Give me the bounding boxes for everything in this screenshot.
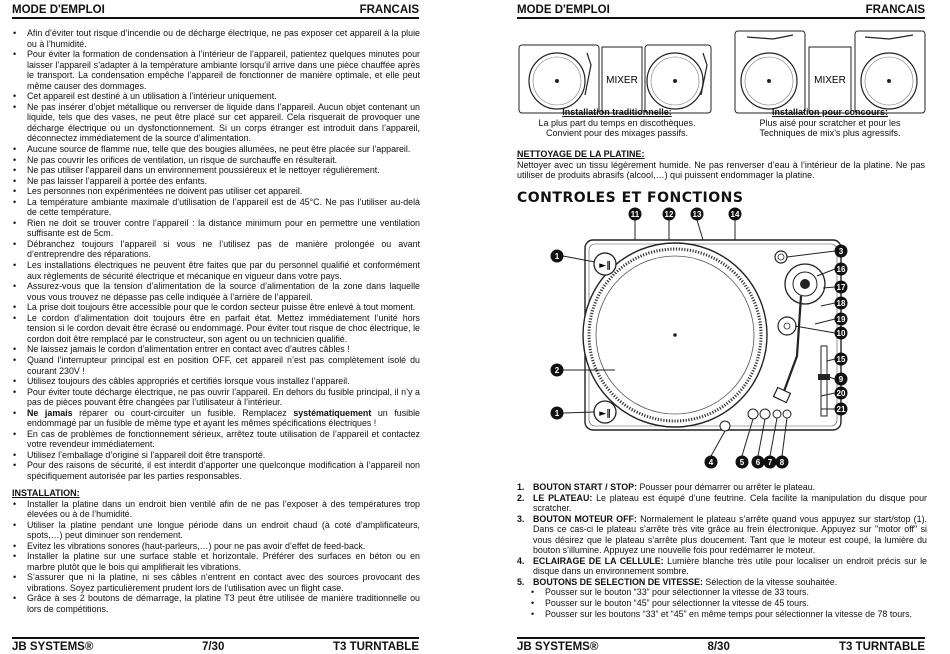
footer-page-number: 7/30 [201,641,225,653]
installation-item: • Utiliser la platine pendant une longue période dans un endroit chaud (à coté d’amplificateurs, spots,…) peut diminuer son rendement. [12,520,420,541]
speed-item: • Pousser sur le bouton “33” pour sélectionner la vitesse de 33 tours. [517,587,927,598]
safety-item: • Ne pas couvrir les orifices de ventilation, un risque de surchauffe en résulterait. [12,155,420,166]
footer-brand: JB SYSTEMS® [517,641,599,653]
mixer-label: MIXER [814,75,846,86]
callout-bottom-6 [752,456,765,469]
safety-item: • Les personnes non expérimentées ne doivent pas utiliser cet appareil. [12,186,420,197]
contest-setup-line1: Plus aisé pour scratcher et pour les [759,117,901,128]
safety-item: • Utilisez toujours des câbles appropriés et certifiés lorsque vous installez l’appareil. [12,376,420,387]
svg-text:►‖: ►‖ [599,409,611,419]
safety-item: • Quand l’interrupteur principal est en position OFF, cet appareil n’est pas complètement isolé du courant 230V ! [12,355,420,376]
safety-list [12,28,420,482]
start-stop-button-top [594,253,616,275]
svg-text:15: 15 [836,355,846,364]
installation-item: • Evitez les vibrations sonores (haut-parleurs,…) pour ne pas avoir d’effet de feed-back. [12,541,420,552]
fuse-bold-2: systématiquement [293,407,372,418]
contest-mixer [809,47,851,113]
mixer-label: MIXER [606,75,638,86]
callout-right-3 [835,245,848,258]
speed-item: • Pousser sur le bouton “45” pour sélectionner la vitesse de 45 tours. [517,598,927,609]
safety-item: • Ne laissez jamais le cordon d’alimentation entrer en contact avec d’autres câbles ! [12,344,420,355]
safety-item: • Assurez-vous que la tension d’alimentation de la source d’alimentation de la zone dans laquelle vous vous trouvez ne dépasse pas celle indiquée à l’arrière de l’appareil. [12,281,420,302]
footer-model: T3 TURNTABLE [838,641,925,653]
safety-item: • Ne pas laisser l’appareil à portée des enfants. [12,176,420,187]
callout-bottom-4 [705,456,718,469]
installation-title: INSTALLATION: [12,488,80,498]
traditional-setup-line1: La plus part du temps en discothèques. [538,117,696,128]
header-title: MODE D'EMPLOI [517,4,610,16]
right-footer [517,637,925,653]
svg-text:3: 3 [838,247,844,256]
start-stop-button-bottom [594,401,616,423]
safety-item: • En cas de problèmes de fonctionnement sérieux, arrêtez toute utilisation de l’appareil et contactez votre revendeur immédiatement. [12,429,420,450]
control-title: ECLAIRAGE DE LA CELLULE: [533,555,664,566]
contest-setup-caption [730,107,930,139]
callout-right-9 [835,373,848,386]
speed-item: • Pousser sur les boutons “33” et “45” en même temps pour sélectionner la vitesse de 78 tours. [517,609,927,620]
callout-bottom-5 [736,456,749,469]
controls-title: CONTROLES ET FONCTIONS [517,190,744,206]
svg-text:18: 18 [836,299,846,308]
installation-list [12,499,420,615]
fuse-text-1: réparer ou court-circuiter un fusible. Remplacez [72,407,294,418]
traditional-setup-line2: Convient pour des mixages passifs. [545,128,689,138]
cleaning-section [517,149,925,181]
setup-turntable-left [519,45,599,113]
safety-item: • Le cordon d’alimentation doit toujours être en parfait état. Mettez immédiatement l’unité hors tension si le cordon devait être écrasé ou endommagé. Pour éviter tout risque de choc électrique, le cordon doit être remplacé par le constructeur, son agent ou un technicien qualifié. [12,313,420,345]
control-item-1 [517,482,927,493]
callout-right-16 [835,263,848,276]
header-language: FRANCAIS [359,4,419,16]
callout-right-10 [835,327,848,340]
setup-turntable-right [645,45,711,113]
contest-setup-illustration [733,20,928,120]
installation-item: • S’assurer que ni la platine, ni ses câbles n’entrent en contact avec des sources provocant des vibrations. Soyez particulièrement prudent lors de l’utilisation avec un flight case. [12,572,420,593]
traditional-setup-illustration [517,20,712,120]
motor-off-button [775,251,787,263]
left-header [12,1,419,19]
header-language: FRANCAIS [865,4,925,16]
svg-text:1: 1 [554,252,560,261]
contest-setup-line2: Techniques de mix’s plus agressifs. [759,128,901,138]
turntable-diagram [525,206,875,471]
control-text: Le plateau est équipé d’une feutrine. Cela facilite la manipulation du disque pour scratcher. [533,492,928,514]
callout-right-20 [835,387,848,400]
callout-bottom-8 [776,456,789,469]
callout-bottom-7 [764,456,777,469]
installation-section [12,488,420,615]
cleaning-title: NETTOYAGE DE LA PLATINE: [517,149,645,159]
callout-right-19 [835,313,848,326]
control-item-4 [517,556,927,577]
control-number: 1. [517,482,525,492]
contest-turntable-right [855,31,925,113]
control-title: BOUTONS DE SELECTION DE VITESSE: [533,576,703,587]
callout-left-1b [551,407,564,420]
footer-page-number: 8/30 [707,641,730,653]
fuse-warning-item [12,408,420,429]
svg-text:16: 16 [836,265,846,274]
control-title: BOUTON START / STOP: [533,482,638,492]
safety-item: • Pour des raisons de sécurité, il est interdit d’apporter une quelconque modification à l’appareil non spécifiquement autorisée par les parties responsables. [12,460,420,481]
callout-right-21 [835,403,848,416]
svg-text:8: 8 [779,458,785,467]
fuse-bold-1: Ne jamais [27,407,73,418]
svg-text:13: 13 [692,210,702,219]
control-number: 4. [517,555,525,566]
safety-item: • Utilisez l’emballage d’origine si l’appareil doit être transporté. [12,450,420,461]
svg-text:2: 2 [554,366,560,375]
right-page [475,0,950,654]
control-text: Sélection de la vitesse souhaitée. [702,576,838,587]
control-title: BOUTON MOTEUR OFF: [533,513,637,524]
traditional-setup-caption [517,107,717,139]
svg-text:14: 14 [730,210,740,219]
svg-text:5: 5 [739,458,745,467]
control-text: Pousser pour démarrer ou arrêter le plateau. [637,482,816,492]
safety-item: • Rien ne doit se trouver contre l’appareil : la distance minimum pour en permettre une ventilation suffisante est de 5cm. [12,218,420,239]
safety-section [12,28,420,482]
svg-text:9: 9 [838,375,844,384]
svg-text:17: 17 [836,283,846,292]
control-item-2 [517,493,927,514]
safety-item: • Pour éviter la formation de condensation à l’intérieur de l’appareil, patientez quelques minutes pour laisser l’appareil s’adapter à la température ambiante lorsqu’il arrive dans une pièce chauffée après le transport. La condensation empêche l’appareil de fonctionner de manière optimale, et elle peut même causer des dommages. [12,49,420,91]
control-number: 3. [517,513,525,524]
installation-item: • Installer la platine dans un endroit bien ventilé afin de ne pas l’exposer à des températures trop élevées ou à de l’humidité. [12,499,420,520]
traditional-setup-title: Installation traditionnelle: [562,107,672,117]
left-footer [12,637,419,653]
svg-text:4: 4 [708,458,714,467]
svg-text:11: 11 [630,210,640,219]
header-title: MODE D'EMPLOI [12,4,105,16]
callout-top-13 [691,208,704,221]
control-text: Lumière blanche très utile pour localiser un endroit précis sur le disque dans un environnement sombre. [533,555,927,577]
callout-left-1a [551,250,564,263]
callout-top-11 [629,208,642,221]
control-title: LE PLATEAU: [533,492,593,503]
safety-item: • La prise doit toujours être accessible pour que le cordon secteur puisse être enlevé à tout moment. [12,302,420,313]
svg-text:►‖: ►‖ [599,261,611,271]
control-item-5 [517,577,927,588]
safety-item: • Débranchez toujours l’appareil si vous ne l’utilisez pas de manière prolongée ou avant d’entreprendre des réparations. [12,239,420,260]
safety-item: • Aucune source de flamme nue, telle que des bougies allumées, ne peut être placée sur l’appareil. [12,144,420,155]
svg-text:1: 1 [554,409,560,418]
tonearm-base [785,264,825,304]
right-header [517,1,925,19]
svg-text:7: 7 [767,458,773,467]
contest-turntable-left [735,31,805,113]
cartridge-light [720,421,730,431]
callout-left-2 [551,364,564,377]
setup-mixer [602,47,642,113]
callout-right-18 [835,297,848,310]
callout-right-17 [835,281,848,294]
control-item-3 [517,514,927,556]
fuse-text-2: un fusible endommagé par un fusible de même type et ayant les mêmes spécifications électriques ! [27,407,420,429]
safety-item: • Ne pas utiliser l’appareil dans un environnement poussiéreux et le nettoyer régulièrement. [12,165,420,176]
safety-item: • Pour éviter toute décharge électrique, ne pas ouvrir l’appareil. En dehors du fusible principal, il n’y a pas de pièces pouvant être changées par l’utilisateur à l’intérieur. [12,387,420,408]
safety-item: • Cet appareil est destiné à un utilisation à l’intérieur uniquement. [12,91,420,102]
control-number: 5. [517,576,525,587]
installation-item: • Grâce à ses 2 boutons de démarrage, la platine T3 peut être utilisée de manière traditionnelle ou lors de compétitions. [12,593,420,614]
safety-item: • La température ambiante maximale d’utilisation de l’appareil est de 45°C. Ne pas l’utiliser au-delà de cette température. [12,197,420,218]
svg-text:21: 21 [836,405,846,414]
svg-text:19: 19 [836,315,846,324]
svg-text:20: 20 [836,389,846,398]
safety-item: • Afin d’éviter tout risque d’incendie ou de décharge électrique, ne pas exposer cet appareil à la pluie ou à l’humidité. [12,28,420,49]
callout-top-14 [729,208,742,221]
safety-item: • Les installations électriques ne peuvent être faites que par du personnel qualifié et conformément aux règlements de sécurité électrique et mécanique en vigueur dans votre pays. [12,260,420,281]
cleaning-text: Nettoyer avec un tissu légèrement humide. Ne pas renverser d’eau à l’intérieur de la platine. Ne pas utiliser de produits abrasifs (alcool,…) qui puissent endommager la platine. [517,159,925,180]
svg-text:6: 6 [755,458,761,467]
safety-item: • Ne pas insérer d’objet métallique ou renverser de liquide dans l’appareil. Aucun objet contenant un liquide, tels que des vases, ne peut être placé sur cet appareil. Cela risquerait de provoquer une décharge électrique ou un dysfonctionnement. Si un corps étranger est introduit dans l’appareil, déconnectez immédiatement de la source d’alimentation. [12,102,420,144]
controls-list [517,482,927,619]
control-text: Normalement le plateau s’arrête quand vous appuyez sur start/stop (1). Dans ce cas-ci le plateau s’arrête très vite grâce au frein électronique. Appuyez sur "motor off" si vous désirez que le plateau s’arrête plus doucement. Tant que le moteur est coupé, la lumière du bouton s’illumine. Appuyez une nouvelle fois pour redémarrer le moteur. [533,513,927,556]
control-number: 2. [517,492,525,503]
callout-top-12 [663,208,676,221]
contest-setup-title: Installation pour concours: [771,107,888,117]
svg-text:10: 10 [836,329,846,338]
svg-text:12: 12 [664,210,674,219]
footer-model: T3 TURNTABLE [332,641,419,653]
installation-item: • Installer la platine sur une surface stable et horizontale. Préférer des surfaces en béton ou en marbre plutôt que le bois qui amplifierait les vibrations. [12,551,420,572]
callout-right-15 [835,353,848,366]
footer-brand: JB SYSTEMS® [12,641,94,653]
adapter-45 [778,317,796,335]
